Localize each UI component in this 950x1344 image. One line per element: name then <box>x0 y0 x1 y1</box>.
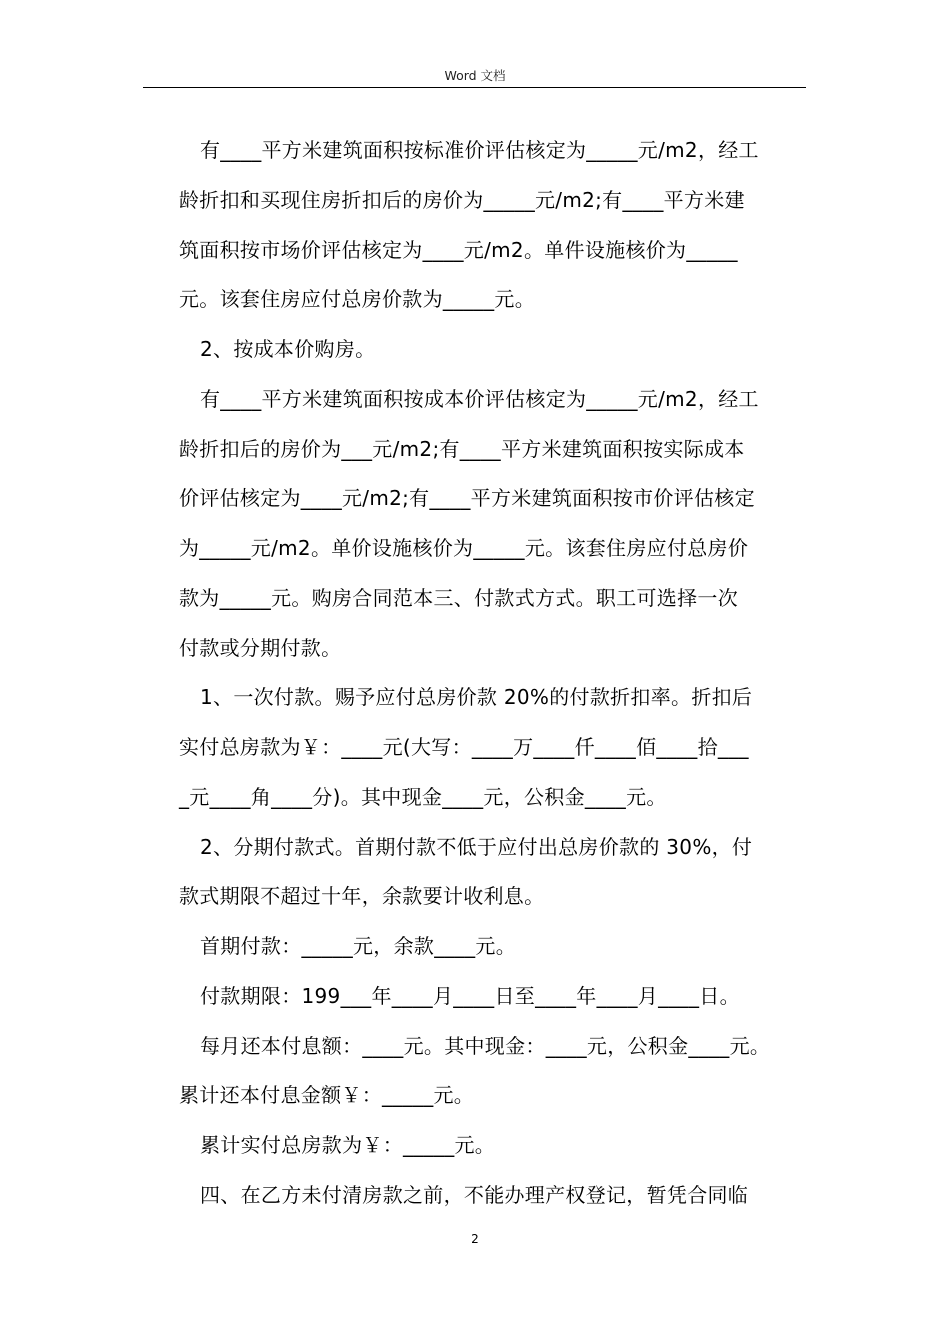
paragraph-line: _元____角____分)。其中现金____元，公积金____元。 <box>179 785 667 809</box>
paragraph-line: 1、一次付款。赐予应付总房价款 20%的付款折扣率。折扣后 <box>200 685 753 709</box>
paragraph-line: 2、分期付款式。首期付款不低于应付出总房价款的 30%，付 <box>200 835 753 859</box>
page-number: 2 <box>471 1232 479 1246</box>
paragraph-line: 2、按成本价购房。 <box>200 337 376 361</box>
paragraph-line: 筑面积按市场价评估核定为____元/m2。单件设施核价为_____ <box>179 238 738 262</box>
paragraph-line: 龄折扣和买现住房折扣后的房价为_____元/m2;有____平方米建 <box>179 188 745 212</box>
paragraph-line: 款式期限不超过十年，余款要计收利息。 <box>179 884 545 908</box>
paragraph-line: 龄折扣后的房价为___元/m2;有____平方米建筑面积按实际成本 <box>179 437 745 461</box>
paragraph-line: 四、在乙方未付清房款之前，不能办理产权登记，暂凭合同临 <box>200 1183 749 1207</box>
paragraph-line: 款为_____元。购房合同范本三、付款式方式。职工可选择一次 <box>179 586 738 610</box>
paragraph-line: 价评估核定为____元/m2;有____平方米建筑面积按市价评估核定 <box>179 486 755 510</box>
paragraph-line: 累计实付总房款为￥：_____元。 <box>200 1133 496 1157</box>
page-header: Word 文档 <box>444 68 506 83</box>
paragraph-line: 元。该套住房应付总房价款为_____元。 <box>179 287 535 311</box>
paragraph-line: 每月还本付息额：____元。其中现金：____元，公积金____元。 <box>200 1034 771 1058</box>
paragraph-line: 首期付款：_____元，余款____元。 <box>200 934 516 958</box>
paragraph-line: 付款期限：199___年____月____日至____年____月____日。 <box>200 984 740 1008</box>
paragraph-line: 累计还本付息金额￥：_____元。 <box>179 1083 475 1107</box>
header-divider <box>143 87 806 88</box>
paragraph-line: 为_____元/m2。单价设施核价为_____元。该套住房应付总房价 <box>179 536 749 560</box>
paragraph-line: 有____平方米建筑面积按标准价评估核定为_____元/m2，经工 <box>200 138 759 162</box>
paragraph-line: 付款或分期付款。 <box>179 636 342 660</box>
paragraph-line: 实付总房款为￥：____元(大写：____万____仟____佰____拾___ <box>179 735 749 759</box>
paragraph-line: 有____平方米建筑面积按成本价评估核定为_____元/m2，经工 <box>200 387 759 411</box>
